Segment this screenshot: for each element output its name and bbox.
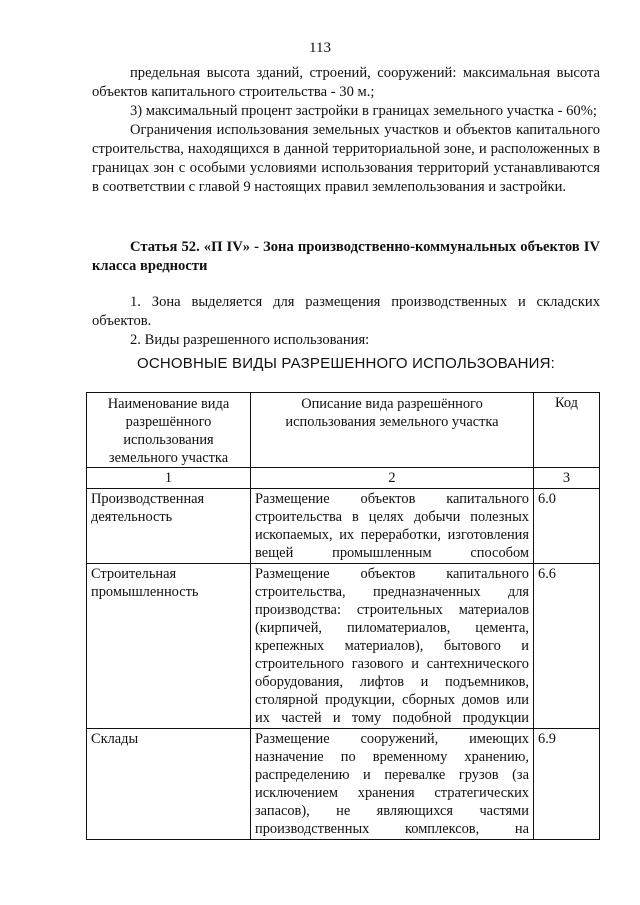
page-number: 113 bbox=[309, 40, 331, 56]
use-name: Склады bbox=[87, 729, 251, 840]
use-name: Производственная деятельность bbox=[87, 489, 251, 564]
table-column-numbers-row bbox=[87, 468, 600, 489]
section-title: ОСНОВНЫЕ ВИДЫ РАЗРЕШЕННОГО ИСПОЛЬЗОВАНИЯ: bbox=[136, 355, 556, 372]
column-number: 3 bbox=[534, 468, 600, 489]
paragraph-zone-purpose: 1. Зона выделяется для размещения производственных и складских объектов. bbox=[92, 294, 600, 329]
use-code: 6.6 bbox=[534, 564, 600, 729]
use-code: 6.9 bbox=[534, 729, 600, 840]
table-row bbox=[87, 489, 600, 564]
column-number: 2 bbox=[251, 468, 534, 489]
column-number: 1 bbox=[87, 468, 251, 489]
header-description: Описание вида разрешённого использования земельного участка bbox=[251, 393, 534, 468]
use-description: Размещение сооружений, имеющих назначение по временному хранению, распределению и перевалке грузов (за исключением хранения стратегических запасов), не являющихся частями производственных комплексов, на bbox=[251, 729, 534, 840]
paragraph-restrictions: Ограничения использования земельных участков и объектов капитального строительства, находящихся в данной территориальной зоне, и расположенных в границах зон с особыми условиями использования территорий устанавливаются в соответствии с главой 9 настоящих правил землепользования и застройки. bbox=[92, 122, 600, 195]
article-text bbox=[92, 293, 600, 350]
header-name: Наименование вида разрешённого использования земельного участка bbox=[87, 393, 251, 468]
paragraph-use-types: 2. Виды разрешенного использования: bbox=[130, 332, 370, 348]
paragraph-max-height: предельная высота зданий, строений, сооружений: максимальная высота объектов капитального строительства - 30 м.; bbox=[92, 65, 600, 100]
header-code: Код bbox=[534, 393, 600, 468]
paragraph-build-percent: 3) максимальный процент застройки в границах земельного участка - 60%; bbox=[130, 103, 597, 119]
use-name: Строительная промышленность bbox=[87, 564, 251, 729]
table-row bbox=[87, 729, 600, 840]
article-heading: Статья 52. «П IV» - Зона производственно-коммунальных объектов IV класса вредности bbox=[92, 239, 600, 274]
intro-text bbox=[92, 64, 600, 197]
table-row bbox=[87, 564, 600, 729]
use-description: Размещение объектов капитального строительства, предназначенных для производства: строительных материалов (кирпичей, пиломатериалов, цемента, крепежных материалов), бытового и строительного газового и сантехнического оборудования, лифтов и подъемников, столярной продукции, сборных домов или их частей и тому подобной продукции bbox=[251, 564, 534, 729]
use-code: 6.0 bbox=[534, 489, 600, 564]
use-description: Размещение объектов капитального строительства в целях добычи полезных ископаемых, их переработки, изготовления вещей промышленным способом bbox=[251, 489, 534, 564]
permitted-uses-table bbox=[86, 392, 600, 840]
table-header-row bbox=[87, 393, 600, 468]
